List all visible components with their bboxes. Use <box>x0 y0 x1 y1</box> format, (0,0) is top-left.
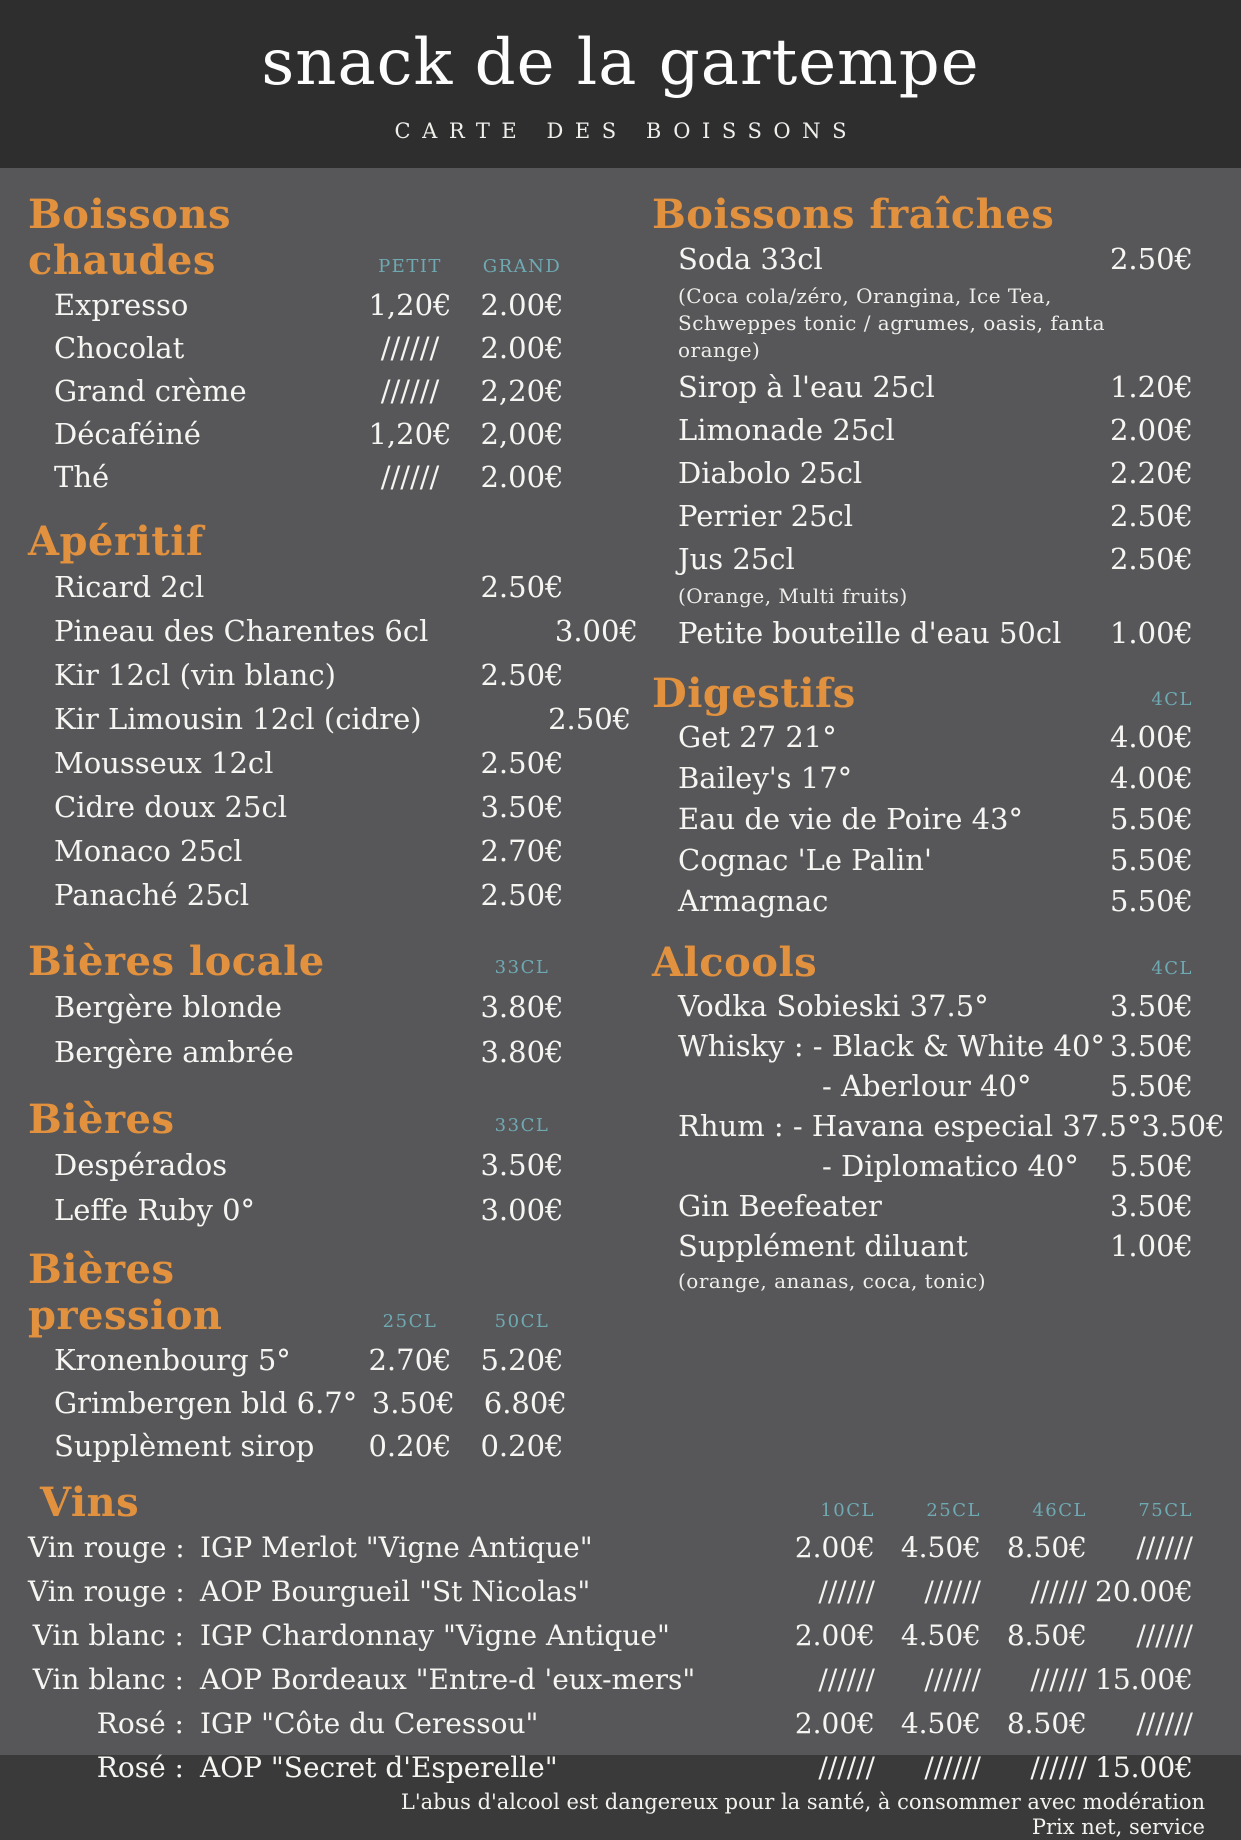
item-name: Expresso <box>54 288 189 322</box>
wine-price-10cl: 2.00€ <box>794 1531 875 1564</box>
menu-item-row <box>28 284 578 327</box>
section-title: Bières locale <box>28 938 325 985</box>
item-price-petit: 1,20€ <box>368 288 452 322</box>
item-name: Perrier 25cl <box>678 499 854 533</box>
item-name: Diabolo 25cl <box>678 456 863 490</box>
menu-item-row <box>652 717 1193 758</box>
section-title: Boissons chaudes <box>28 191 232 284</box>
section-items-aperitif <box>28 565 638 917</box>
section-title: Boissons fraîches <box>652 191 1055 238</box>
item-price-25cl: 3.50€ <box>371 1386 455 1420</box>
menu-item-row <box>28 1030 578 1075</box>
item-name: Monaco 25cl <box>54 834 243 868</box>
item-price-grand: 2.00€ <box>480 288 564 322</box>
menu-item-row <box>652 538 1193 581</box>
wine-price-75cl: ////// <box>1136 1707 1193 1740</box>
wine-price-10cl: ////// <box>818 1663 875 1696</box>
size-label-4cl: 4CL <box>1151 958 1193 979</box>
item-name: Ricard 2cl <box>54 570 205 604</box>
section-header-boissons-fraiches <box>652 192 1193 238</box>
item-name: Grimbergen bld 6.7° <box>54 1386 358 1420</box>
item-name: Get 27 21° <box>678 720 837 754</box>
wine-price-25cl: 4.50€ <box>900 1707 981 1740</box>
item-price-50cl: 6.80€ <box>483 1386 567 1420</box>
menu-item-row <box>652 238 1193 281</box>
menu-item-row <box>28 327 578 370</box>
item-name: Vodka Sobieski 37.5° <box>678 989 989 1023</box>
left-column <box>28 191 638 1468</box>
item-name: Bergère blonde <box>54 990 283 1024</box>
item-price: 2.50€ <box>480 658 564 692</box>
section-items-bieres-locale <box>28 985 578 1075</box>
item-price: 3.50€ <box>1109 989 1193 1023</box>
wine-price-10cl: ////// <box>818 1575 875 1608</box>
wine-row <box>28 1746 1193 1790</box>
item-name: Mousseux 12cl <box>54 746 274 780</box>
wine-price-25cl: 4.50€ <box>900 1531 981 1564</box>
wine-price-46cl: ////// <box>1030 1751 1087 1784</box>
item-name: Eau de vie de Poire 43° <box>678 802 1023 836</box>
item-name: Despérados <box>54 1148 228 1182</box>
item-name: Petite bouteille d'eau 50cl <box>678 616 1062 650</box>
wine-row <box>28 1526 1193 1570</box>
wine-name: IGP "Côte du Ceressou" <box>200 1707 539 1740</box>
item-price-petit: 1,20€ <box>368 417 452 451</box>
item-price-petit: ////// <box>380 331 440 365</box>
item-price-25cl: 0.20€ <box>368 1429 452 1463</box>
item-price: 3.80€ <box>480 1035 564 1069</box>
menu-item-row <box>28 456 578 499</box>
size-label-46cl: 46CL <box>1032 1500 1087 1521</box>
wine-price-46cl: 8.50€ <box>1006 1531 1087 1564</box>
section-note: (orange, ananas, coca, tonic) <box>678 1269 987 1293</box>
menu-item-row <box>652 612 1193 655</box>
wine-price-46cl: ////// <box>1030 1663 1087 1696</box>
wine-type-label: Vin rouge : <box>28 1575 185 1608</box>
right-column <box>578 191 1225 1468</box>
item-price: 3.50€ <box>480 1148 564 1182</box>
menu-item-row <box>28 1382 578 1425</box>
menu-item-row <box>28 829 578 873</box>
item-price: 2.50€ <box>1109 499 1193 533</box>
item-price: 2.50€ <box>480 570 564 604</box>
size-label-4cl: 4CL <box>1151 689 1193 710</box>
alcohol-warning: L'abus d'alcool est dangereux pour la santé, à consommer avec modération <box>400 1790 1205 1814</box>
section-vins <box>0 1474 1241 1790</box>
section-header-alcools <box>652 940 1193 986</box>
item-price: 5.50€ <box>1109 802 1193 836</box>
item-name: Leffe Ruby 0° <box>54 1193 256 1227</box>
menu-item-row <box>652 799 1193 840</box>
section-items-boissons-fraiches <box>652 238 1193 655</box>
section-title: Bières <box>28 1096 175 1143</box>
wine-price-10cl: 2.00€ <box>794 1619 875 1652</box>
item-price: 2.20€ <box>1109 456 1193 490</box>
item-price: 3.50€ <box>1109 1189 1193 1223</box>
menu-item-row <box>28 985 578 1030</box>
section-header-aperitif <box>28 519 578 565</box>
item-note: (Coca cola/zéro, Orangina, Ice Tea, Schweppes tonic / agrumes, oasis, fanta orange) <box>678 284 1106 362</box>
item-price: 2.00€ <box>1109 413 1193 447</box>
section-items-bieres-pression <box>28 1339 578 1468</box>
size-label-33cl: 33CL <box>494 1115 550 1136</box>
wine-row <box>28 1702 1193 1746</box>
wine-price-25cl: ////// <box>924 1575 981 1608</box>
wine-price-75cl: 20.00€ <box>1095 1575 1193 1608</box>
item-price-50cl: 0.20€ <box>480 1429 564 1463</box>
item-price-grand: 2.00€ <box>480 331 564 365</box>
size-label-25cl: 25CL <box>382 1311 438 1332</box>
item-name: Gin Beefeater <box>678 1189 882 1223</box>
net-price-note: Prix net, service <box>1031 1815 1205 1839</box>
section-header-bieres-locale <box>28 939 578 985</box>
menu-item-row <box>28 609 638 653</box>
item-name: Armagnac <box>678 884 829 918</box>
item-price-grand: 2.00€ <box>480 460 564 494</box>
menu-item-row <box>28 1188 578 1233</box>
menu-subtitle: CARTE DES BOISSONS <box>394 119 859 143</box>
item-price: 4.00€ <box>1109 720 1193 754</box>
section-header-bieres-pression <box>28 1247 578 1339</box>
item-price: 2.50€ <box>480 746 564 780</box>
menu-item-row <box>28 413 578 456</box>
menu-item-row <box>652 1066 1193 1106</box>
section-header-digestifs <box>652 671 1193 717</box>
size-label-10cl: 10CL <box>820 1500 875 1521</box>
item-name: Cidre doux 25cl <box>54 790 287 824</box>
section-title: Vins <box>40 1479 140 1526</box>
item-name: Pineau des Charentes 6cl <box>54 614 429 648</box>
item-price-grand: 2,20€ <box>480 374 564 408</box>
item-name: Kir 12cl (vin blanc) <box>54 658 336 692</box>
size-label-petit: PETIT <box>378 256 442 277</box>
menu-item-row <box>28 1339 578 1382</box>
item-name: Supplèment sirop <box>54 1429 315 1463</box>
item-price: 1.00€ <box>1109 616 1193 650</box>
item-price-grand: 2,00€ <box>480 417 564 451</box>
item-price: 5.50€ <box>1109 1069 1193 1103</box>
wine-price-75cl: 15.00€ <box>1095 1751 1193 1784</box>
wine-type-label: Vin blanc : <box>32 1619 184 1652</box>
section-header-bieres <box>28 1097 578 1143</box>
item-name: Limonade 25cl <box>678 413 895 447</box>
size-label-50cl: 50CL <box>494 1311 550 1332</box>
wine-name: AOP "Secret d'Esperelle" <box>200 1751 558 1784</box>
item-name: Whisky : - Black & White 40° <box>678 1029 1105 1063</box>
item-name: Panaché 25cl <box>54 878 250 912</box>
item-price: 4.00€ <box>1109 761 1193 795</box>
item-price: 5.50€ <box>1109 884 1193 918</box>
wine-name: AOP Bordeaux "Entre-d 'eux-mers" <box>200 1663 696 1696</box>
size-label-25cl: 25CL <box>926 1500 981 1521</box>
menu-item-row <box>652 1026 1193 1066</box>
item-name: Kir Limousin 12cl (cidre) <box>54 702 422 736</box>
menu-item-row <box>652 1106 1225 1146</box>
menu-item-row <box>28 370 578 413</box>
item-name: Kronenbourg 5° <box>54 1343 291 1377</box>
wine-price-25cl: 4.50€ <box>900 1619 981 1652</box>
section-title: Alcools <box>652 939 818 986</box>
item-price: 2.50€ <box>1109 542 1193 576</box>
item-name: - Aberlour 40° <box>822 1069 1032 1103</box>
legal-footer <box>0 1790 1241 1840</box>
item-price: 2.50€ <box>480 878 564 912</box>
wine-type-label: Rosé : <box>96 1707 184 1740</box>
item-name: Chocolat <box>54 331 185 365</box>
menu-item-row <box>652 452 1193 495</box>
section-items-alcools <box>652 986 1225 1295</box>
item-price: 2.50€ <box>548 702 632 736</box>
wine-type-label: Vin rouge : <box>28 1531 185 1564</box>
wine-price-75cl: ////// <box>1136 1531 1193 1564</box>
menu-item-row <box>28 1425 578 1468</box>
item-name: Sirop à l'eau 25cl <box>678 370 935 404</box>
item-price-50cl: 5.20€ <box>480 1343 564 1377</box>
item-name: - Diplomatico 40° <box>822 1149 1079 1183</box>
section-items-digestifs <box>652 717 1193 922</box>
menu-item-row <box>652 1226 1193 1266</box>
menu-item-row <box>652 881 1193 922</box>
menu-item-row <box>28 1143 578 1188</box>
section-header-boissons-chaudes <box>28 192 578 284</box>
menu-item-row <box>28 741 578 785</box>
section-title: Apéritif <box>28 518 204 565</box>
item-price: 1.00€ <box>1109 1229 1193 1263</box>
item-name: Cognac 'Le Palin' <box>678 843 932 877</box>
menu-item-row <box>652 495 1193 538</box>
wine-price-75cl: ////// <box>1136 1619 1193 1652</box>
item-price: 3.50€ <box>1141 1109 1225 1143</box>
item-name: Supplément diluant <box>678 1229 968 1263</box>
wine-type-label: Rosé : <box>96 1751 184 1784</box>
menu-item-row <box>28 785 578 829</box>
section-title: Digestifs <box>652 670 856 717</box>
size-label-grand: GRAND <box>482 256 562 277</box>
item-price-25cl: 2.70€ <box>368 1343 452 1377</box>
wine-price-10cl: 2.00€ <box>794 1707 875 1740</box>
item-price: 3.00€ <box>554 614 638 648</box>
item-price-petit: ////// <box>380 374 440 408</box>
restaurant-title: snack de la gartempe <box>261 26 980 100</box>
wine-name: AOP Bourgueil "St Nicolas" <box>200 1575 591 1608</box>
menu-item-row <box>652 1186 1193 1226</box>
wine-name: IGP Chardonnay "Vigne Antique" <box>200 1619 670 1652</box>
menu-columns <box>0 168 1241 1468</box>
wine-price-25cl: ////// <box>924 1751 981 1784</box>
item-price: 3.50€ <box>1109 1029 1193 1063</box>
menu-item-row <box>28 653 578 697</box>
wine-price-46cl: ////// <box>1030 1575 1087 1608</box>
menu-item-row <box>652 366 1193 409</box>
wine-price-46cl: 8.50€ <box>1006 1707 1087 1740</box>
item-price: 1.20€ <box>1109 370 1193 404</box>
menu-item-row <box>652 986 1193 1026</box>
section-items-bieres <box>28 1143 578 1233</box>
item-name: Grand crème <box>54 374 247 408</box>
wine-row <box>28 1658 1193 1702</box>
item-price: 3.50€ <box>480 790 564 824</box>
item-name: Bergère ambrée <box>54 1035 294 1069</box>
wine-type-label: Vin blanc : <box>32 1663 184 1696</box>
menu-item-row <box>652 409 1193 452</box>
wine-price-25cl: ////// <box>924 1663 981 1696</box>
item-note: (Orange, Multi fruits) <box>678 584 908 608</box>
menu-item-row <box>652 840 1193 881</box>
size-label-33cl: 33CL <box>494 957 550 978</box>
section-items-boissons-chaudes <box>28 284 578 499</box>
wine-row <box>28 1614 1193 1658</box>
menu-item-row <box>28 873 578 917</box>
item-price: 2.50€ <box>1109 242 1193 276</box>
item-name: Soda 33cl <box>678 242 823 276</box>
item-name: Décaféiné <box>54 417 201 451</box>
menu-item-row <box>652 758 1193 799</box>
wine-price-46cl: 8.50€ <box>1006 1619 1087 1652</box>
item-name: Rhum : - Havana especial 37.5° <box>678 1109 1142 1143</box>
menu-item-row <box>28 697 632 741</box>
wine-price-75cl: 15.00€ <box>1095 1663 1193 1696</box>
item-price: 2.70€ <box>480 834 564 868</box>
item-price: 5.50€ <box>1109 843 1193 877</box>
size-label-75cl: 75CL <box>1138 1500 1193 1521</box>
section-header-vins <box>28 1474 1193 1526</box>
item-name: Jus 25cl <box>678 542 795 576</box>
section-title: Bières pression <box>28 1246 223 1339</box>
item-price-petit: ////// <box>380 460 440 494</box>
wine-row <box>28 1570 1193 1614</box>
item-price: 3.00€ <box>480 1193 564 1227</box>
wine-name: IGP Merlot "Vigne Antique" <box>200 1531 593 1564</box>
item-price: 5.50€ <box>1109 1149 1193 1183</box>
wine-price-10cl: ////// <box>818 1751 875 1784</box>
menu-header <box>0 0 1241 168</box>
menu-item-row <box>652 1146 1193 1186</box>
item-price: 3.80€ <box>480 990 564 1024</box>
item-name: Bailey's 17° <box>678 761 853 795</box>
menu-item-row <box>28 565 578 609</box>
item-name: Thé <box>54 460 110 494</box>
